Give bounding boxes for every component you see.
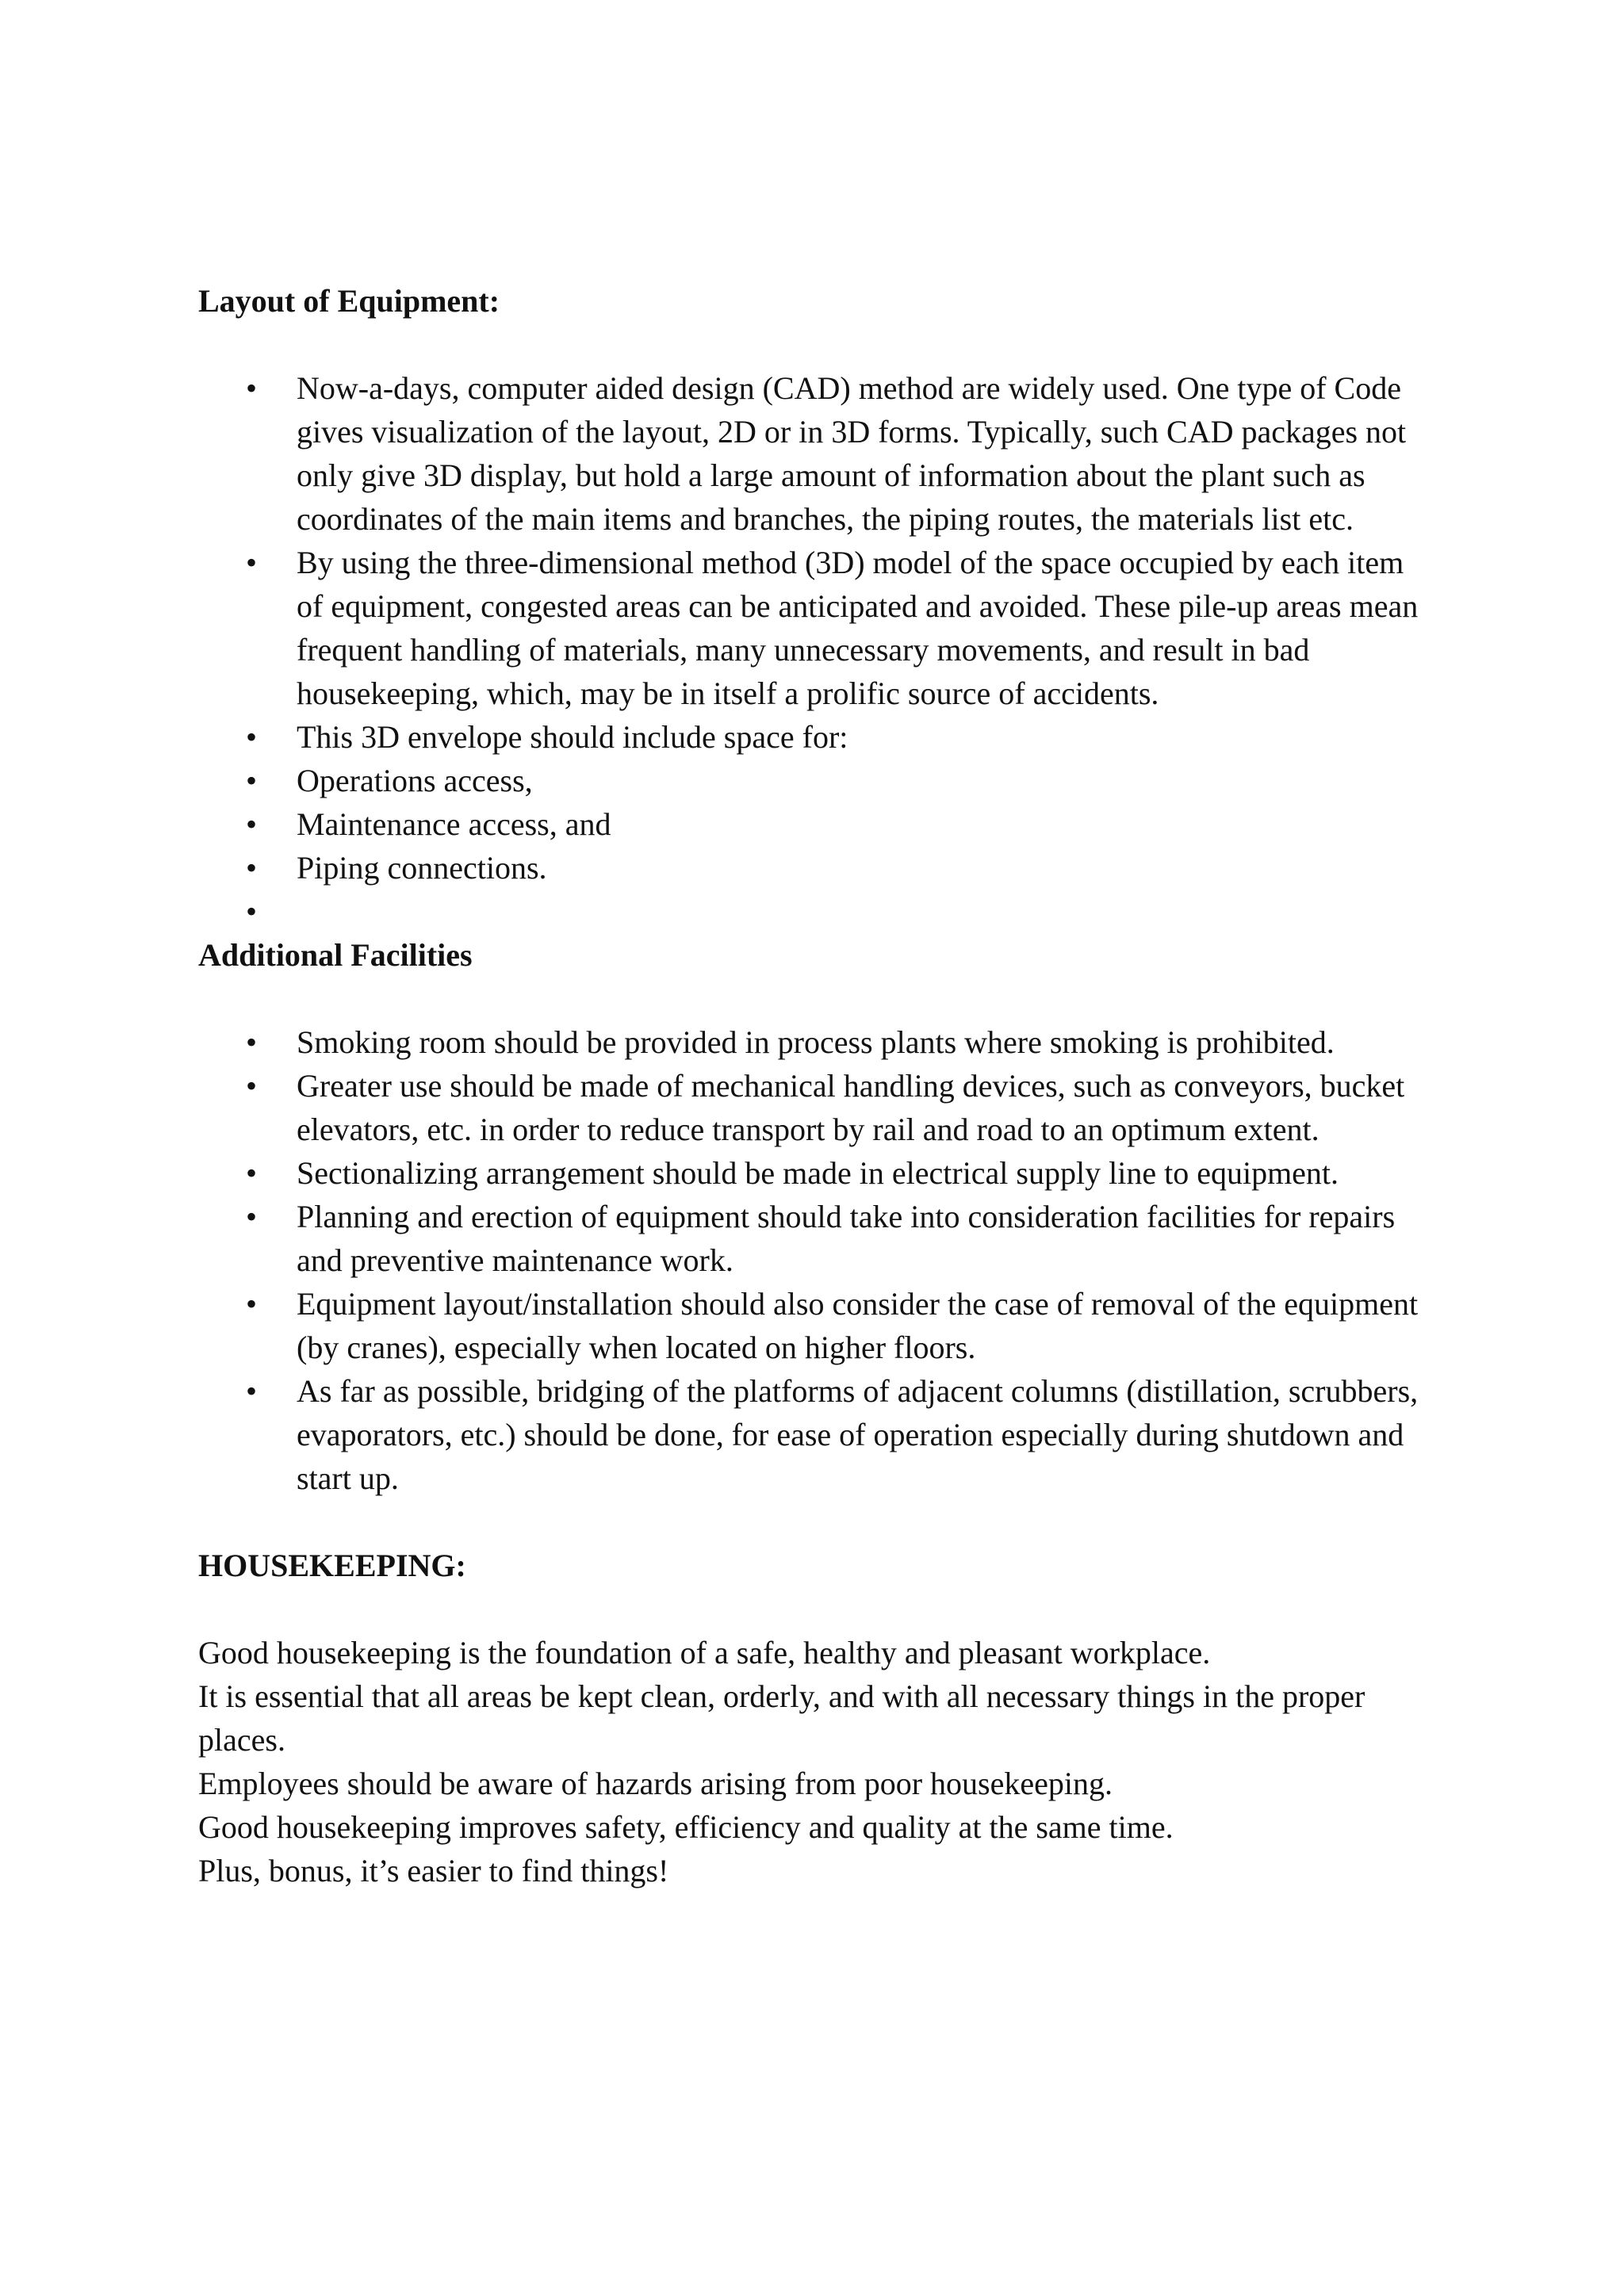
list-item bbox=[198, 1369, 1435, 1500]
paragraph-line: Good housekeeping improves safety, efficiency and quality at the same time. bbox=[198, 1809, 1174, 1845]
spacer bbox=[198, 1587, 1435, 1631]
bullet-icon: • bbox=[246, 1068, 258, 1104]
paragraph-line: Plus, bonus, it’s easier to find things! bbox=[198, 1853, 669, 1888]
list-item-text: Maintenance access, and bbox=[297, 806, 611, 842]
list-item bbox=[198, 1282, 1435, 1369]
section-heading-layout-of-equipment: Layout of Equipment: bbox=[198, 283, 500, 319]
bullet-icon: • bbox=[246, 1155, 258, 1191]
paragraph-line: It is essential that all areas be kept clean, orderly, and with all necessary things in the proper places. bbox=[198, 1678, 1365, 1758]
bullet-list-layout-of-equipment bbox=[198, 366, 1435, 933]
list-item-text: By using the three-dimensional method (3D) model of the space occupied by each item of equipment, congested areas can be anticipated and avoided. These pile-up areas mean frequent handling of materials, many unnecessary movements, and result in bad housekeeping, which, may be in itself a prolific source of accidents. bbox=[297, 545, 1419, 711]
list-item-text: Sectionalizing arrangement should be made in electrical supply line to equipment. bbox=[297, 1155, 1339, 1191]
spacer bbox=[198, 1500, 1435, 1544]
list-item-text: Piping connections. bbox=[297, 850, 547, 886]
list-item bbox=[198, 1151, 1435, 1195]
bullet-icon: • bbox=[246, 545, 258, 580]
list-item bbox=[198, 1064, 1435, 1151]
list-item bbox=[198, 1020, 1435, 1064]
list-item-text: As far as possible, bridging of the platforms of adjacent columns (distillation, scrubbers, evaporators, etc.) should be done, for ease of operation especially during shutdown and start up. bbox=[297, 1373, 1419, 1496]
section-heading-housekeeping: HOUSEKEEPING: bbox=[198, 1548, 466, 1583]
bullet-icon: • bbox=[246, 763, 258, 798]
bullet-icon: • bbox=[246, 719, 258, 755]
list-item-empty bbox=[198, 890, 1435, 933]
bullet-icon: • bbox=[246, 1199, 258, 1234]
bullet-icon: • bbox=[246, 1286, 258, 1322]
list-item bbox=[198, 366, 1435, 541]
bullet-list-additional-facilities bbox=[198, 1020, 1435, 1500]
section-heading-additional-facilities: Additional Facilities bbox=[198, 937, 473, 973]
list-item-text: This 3D envelope should include space for: bbox=[297, 719, 848, 755]
spacer bbox=[198, 323, 1435, 366]
bullet-icon: • bbox=[246, 1373, 258, 1409]
paragraph-line: Good housekeeping is the foundation of a safe, healthy and pleasant workplace. bbox=[198, 1635, 1211, 1670]
bullet-icon: • bbox=[246, 850, 258, 886]
document-page bbox=[198, 279, 1435, 1892]
list-item bbox=[198, 802, 1435, 846]
bullet-icon: • bbox=[246, 894, 258, 929]
bullet-icon: • bbox=[246, 370, 258, 406]
list-item-text: Smoking room should be provided in process plants where smoking is prohibited. bbox=[297, 1024, 1335, 1060]
list-item-text: Now-a-days, computer aided design (CAD) method are widely used. One type of Code gives visualization of the layout, 2D or in 3D forms. Typically, such CAD packages not only give 3D display, but hold a large amount of information about the plant such as coordinates of the main items and branches, the piping routes, the materials list etc. bbox=[297, 370, 1407, 537]
list-item-text: Greater use should be made of mechanical handling devices, such as conveyors, bucket elevators, etc. in order to reduce transport by rail and road to an optimum extent. bbox=[297, 1068, 1405, 1147]
spacer bbox=[198, 977, 1435, 1020]
list-item bbox=[198, 715, 1435, 759]
list-item-text: Equipment layout/installation should also consider the case of removal of the equipment (by cranes), especially when located on higher floors. bbox=[297, 1286, 1419, 1365]
list-item bbox=[198, 1195, 1435, 1282]
bullet-icon: • bbox=[246, 1024, 258, 1060]
list-item bbox=[198, 759, 1435, 802]
paragraph-line: Employees should be aware of hazards arising from poor housekeeping. bbox=[198, 1766, 1113, 1801]
list-item-text: Operations access, bbox=[297, 763, 533, 798]
list-item bbox=[198, 541, 1435, 715]
list-item-text: Planning and erection of equipment should take into consideration facilities for repairs and preventive maintenance work. bbox=[297, 1199, 1396, 1278]
bullet-icon: • bbox=[246, 806, 258, 842]
list-item bbox=[198, 846, 1435, 890]
